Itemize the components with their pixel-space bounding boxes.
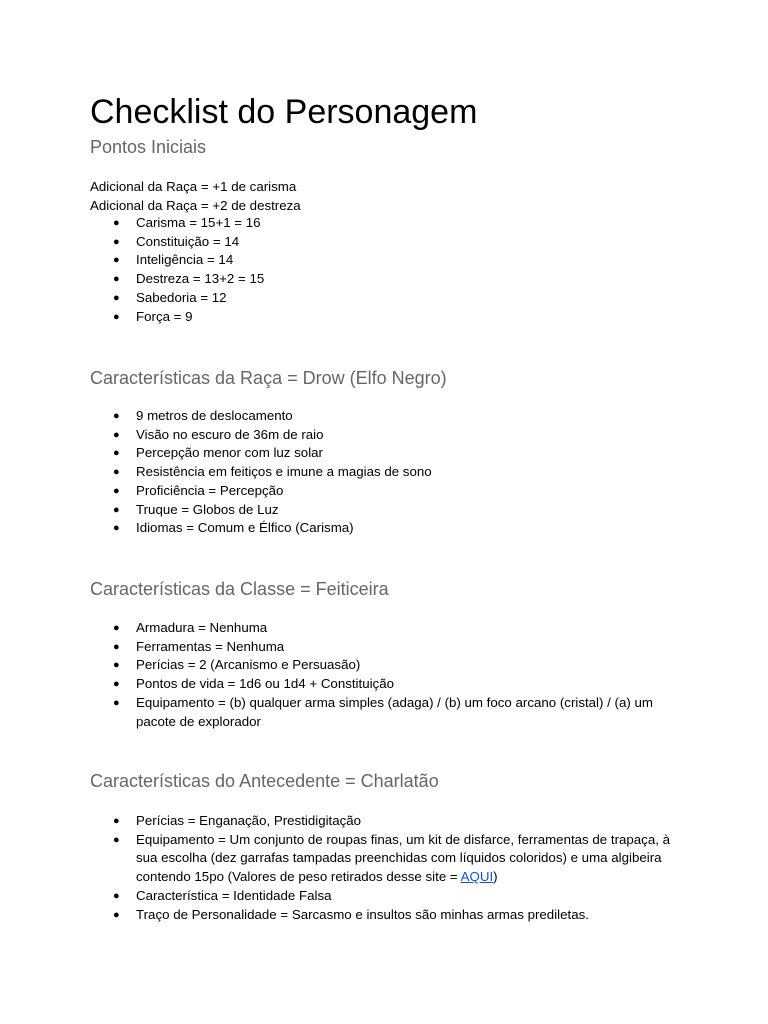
list-item: [0, 289, 768, 308]
list-item-text: Resistência em feitiços e imune a magias de sono: [136, 464, 432, 480]
race-heading: Características da Raça = Drow (Elfo Negro): [90, 368, 447, 388]
race-list: [0, 407, 768, 538]
list-item: [0, 251, 768, 270]
bullet-icon: ●: [113, 622, 120, 634]
bullet-icon: ●: [113, 217, 120, 229]
bullet-icon: ●: [113, 889, 120, 902]
list-item-text: Sabedoria = 12: [136, 289, 227, 305]
list-item-text: Truque = Globos de Luz: [136, 501, 279, 517]
bullet-icon: ●: [113, 428, 120, 441]
list-item-text: Constituição = 14: [136, 233, 240, 249]
bullet-icon: ●: [113, 310, 120, 323]
bullet-icon: ●: [113, 503, 120, 516]
list-item-text: Perícias = 2 (Arcanismo e Persuasão): [136, 657, 361, 673]
list-item: [0, 887, 768, 906]
bullet-icon: ●: [113, 696, 120, 709]
list-item: [0, 482, 768, 501]
list-item: [0, 407, 768, 426]
background-list: [0, 812, 768, 924]
bullet-icon: ●: [113, 484, 120, 497]
bullet-icon: ●: [113, 291, 120, 304]
list-item: [0, 812, 768, 831]
list-item: [0, 675, 768, 694]
list-item: [0, 444, 768, 463]
list-item: [0, 463, 768, 482]
list-item-text: Percepção menor com luz solar: [136, 445, 323, 461]
bullet-icon: ●: [113, 640, 120, 653]
list-item: [0, 501, 768, 520]
class-list: [0, 619, 768, 731]
list-item-text: Idiomas = Comum e Élfico (Carisma): [136, 520, 354, 536]
list-item: [0, 656, 768, 675]
bullet-icon: ●: [113, 678, 120, 691]
list-item: [0, 270, 768, 289]
source-link[interactable]: AQUI: [460, 869, 494, 885]
list-item-text: 9 metros de deslocamento: [136, 408, 293, 423]
list-item-text-end: ): [493, 869, 498, 885]
attributes-list: [0, 214, 768, 326]
list-item: [0, 831, 768, 887]
class-heading: Características da Classe = Feiticeira: [90, 579, 389, 599]
background-heading: Características do Antecedente = Charlatão: [90, 771, 439, 791]
list-item-text: Destreza = 13+2 = 15: [136, 271, 265, 287]
intro-line-dexterity: Adicional da Raça = +2 de destreza: [90, 198, 301, 213]
list-item: [0, 638, 768, 657]
bullet-icon: ●: [113, 659, 120, 672]
list-item: [0, 906, 768, 925]
list-item: [0, 619, 768, 638]
list-item-text: Equipamento = (b) qualquer arma simples (adaga) / (b) um foco arcano (cristal) / (a) um pacote de explorador: [136, 694, 653, 729]
list-item: [0, 519, 768, 538]
list-item: [0, 308, 768, 327]
document-subtitle: Pontos Iniciais: [90, 137, 207, 157]
bullet-icon: ●: [113, 447, 120, 460]
list-item-text: Visão no escuro de 36m de raio: [136, 426, 324, 442]
list-item: [0, 694, 768, 731]
bullet-icon: ●: [113, 466, 120, 479]
list-item-text: Inteligência = 14: [136, 252, 234, 268]
bullet-icon: ●: [113, 908, 120, 921]
bullet-icon: ●: [113, 235, 120, 248]
list-item-text: Carisma = 15+1 = 16: [136, 215, 261, 230]
list-item: [0, 426, 768, 445]
bullet-icon: ●: [113, 833, 120, 846]
bullet-icon: ●: [113, 254, 120, 267]
list-item-text: Traço de Personalidade = Sarcasmo e insultos são minhas armas prediletas.: [136, 906, 589, 922]
list-item-text: Armadura = Nenhuma: [136, 620, 268, 635]
bullet-icon: ●: [113, 273, 120, 286]
bullet-icon: ●: [113, 410, 120, 422]
list-item-text: Característica = Identidade Falsa: [136, 887, 332, 903]
list-item-text: Perícias = Enganação, Prestidigitação: [136, 813, 362, 828]
list-item: [0, 214, 768, 233]
bullet-icon: ●: [113, 815, 120, 827]
document-title: Checklist do Personagem: [90, 93, 478, 131]
list-item: [0, 233, 768, 252]
list-item-text: Força = 9: [136, 308, 193, 324]
list-item-text: Ferramentas = Nenhuma: [136, 638, 285, 654]
list-item-text: Pontos de vida = 1d6 ou 1d4 + Constituição: [136, 676, 394, 692]
bullet-icon: ●: [113, 522, 120, 535]
intro-line-charisma: Adicional da Raça = +1 de carisma: [90, 179, 297, 194]
list-item-text: Proficiência = Percepção: [136, 482, 284, 498]
list-item-text: Equipamento = Um conjunto de roupas finas, um kit de disfarce, ferramentas de trapaça, à sua escolha (dez garrafas tampadas preenchidas com líquidos coloridos) e uma algibeira contendo 15po (Valores de peso retirados desse site =: [136, 831, 671, 885]
